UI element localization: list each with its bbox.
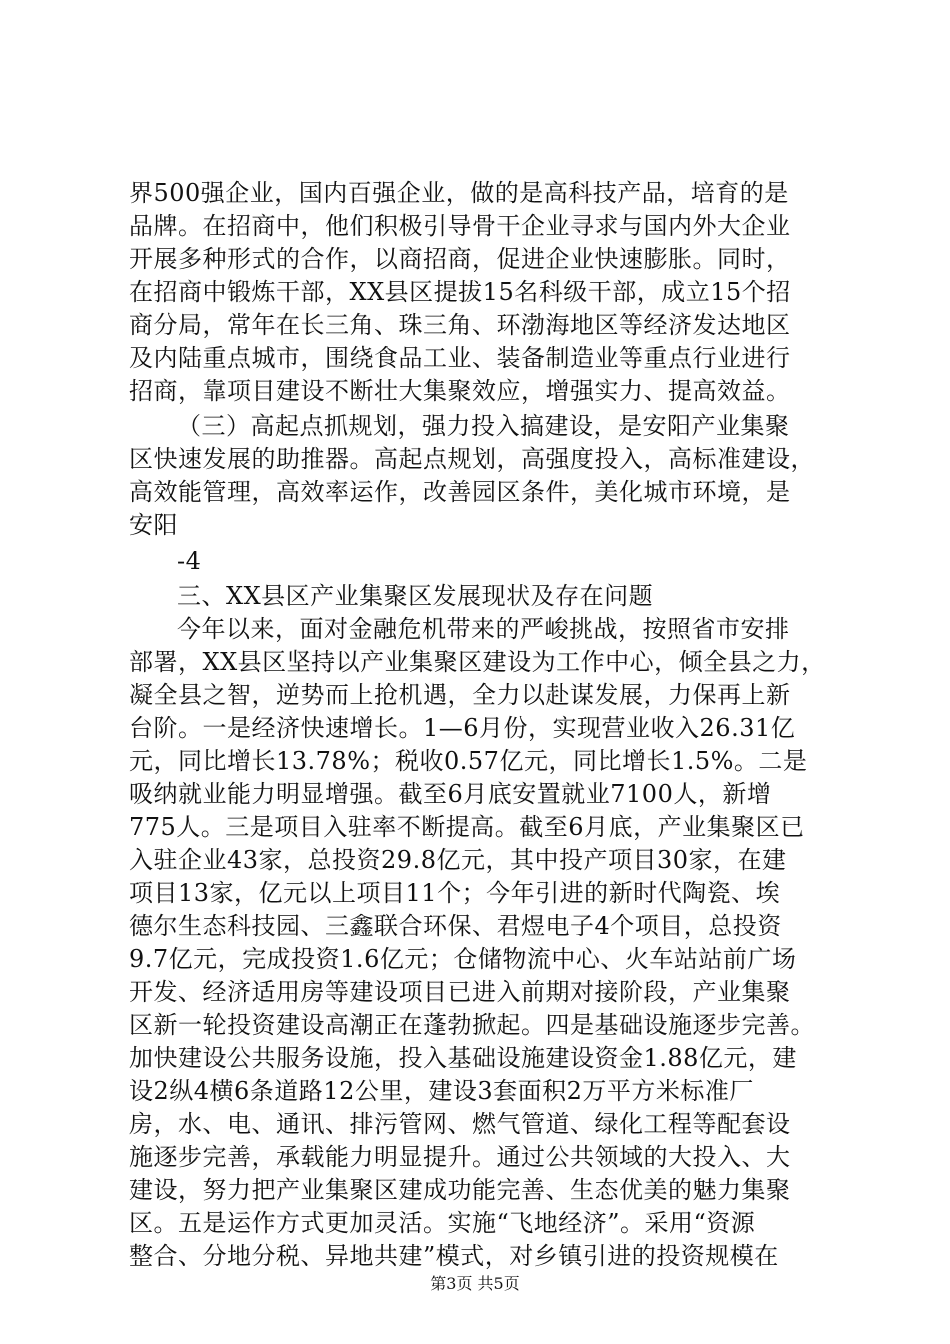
text-line: 元，同比增长13.78%；税收0.57亿元，同比增长1.5%。二是: [129, 747, 808, 775]
text-line: 台阶。一是经济快速增长。1—6月份，实现营业收入26.31亿: [129, 714, 796, 742]
text-line: 入驻企业43家，总投资29.8亿元，其中投产项目30家，在建: [129, 846, 787, 874]
text-line: 商分局，常年在长三角、珠三角、环渤海地区等经济发达地区: [129, 311, 791, 339]
text-line: 施逐步完善，承载能力明显提升。通过公共领域的大投入、大: [129, 1143, 791, 1171]
section-heading: 三、XX县区产业集聚区发展现状及存在问题: [177, 582, 654, 610]
text-line: 品牌。在招商中，他们积极引导骨干企业寻求与国内外大企业: [129, 212, 791, 240]
text-line: 区快速发展的助推器。高起点规划，高强度投入，高标准建设，: [129, 445, 815, 473]
text-line: 安阳: [129, 511, 178, 539]
text-line: 开展多种形式的合作，以商招商，促进企业快速膨胀。同时，: [129, 245, 791, 273]
text-line: 部署，XX县区坚持以产业集聚区建设为工作中心，倾全县之力，: [129, 648, 826, 676]
text-line: （三）高起点抓规划，强力投入搞建设，是安阳产业集聚: [177, 412, 790, 440]
text-line: 9.7亿元，完成投资1.6亿元；仓储物流中心、火车站站前广场: [129, 945, 797, 973]
text-line: 凝全县之智，逆势而上抢机遇，全力以赴谋发展，力保再上新: [129, 681, 791, 709]
text-line: 设2纵4横6条道路12公里，建设3套面积2万平方米标准厂: [129, 1077, 754, 1105]
page-number-footer: 第3页 共5页: [430, 1274, 520, 1293]
text-line: 及内陆重点城市，围绕食品工业、装备制造业等重点行业进行: [129, 344, 791, 372]
text-line: 界500强企业，国内百强企业，做的是高科技产品，培育的是: [129, 179, 789, 207]
text-line: 区新一轮投资建设高潮正在蓬勃掀起。四是基础设施逐步完善。: [129, 1011, 815, 1039]
text-line: -4: [177, 547, 202, 575]
text-line: 整合、分地分税、异地共建”模式，对乡镇引进的投资规模在: [129, 1242, 779, 1270]
text-line: 建设，努力把产业集聚区建成功能完善、生态优美的魅力集聚: [129, 1176, 791, 1204]
text-line: 开发、经济适用房等建设项目已进入前期对接阶段，产业集聚: [129, 978, 791, 1006]
text-line: 775人。三是项目入驻率不断提高。截至6月底，产业集聚区已: [129, 813, 805, 841]
text-line: 德尔生态科技园、三鑫联合环保、君煜电子4个项目，总投资: [129, 912, 782, 940]
text-line: 在招商中锻炼干部，XX县区提拔15名科级干部，成立15个招: [129, 278, 791, 306]
text-line: 项目13家，亿元以上项目11个；今年引进的新时代陶瓷、埃: [129, 879, 781, 907]
text-line: 今年以来，面对金融危机带来的严峻挑战，按照省市安排: [177, 615, 790, 643]
text-line: 加快建设公共服务设施，投入基础设施建设资金1.88亿元，建: [129, 1044, 797, 1072]
text-line: 区。五是运作方式更加灵活。实施“飞地经济”。采用“资源: [129, 1209, 756, 1237]
text-line: 高效能管理，高效率运作，改善园区条件，美化城市环境，是: [129, 478, 791, 506]
text-line: 房，水、电、通讯、排污管网、燃气管道、绿化工程等配套设: [129, 1110, 791, 1138]
text-line: 吸纳就业能力明显增强。截至6月底安置就业7100人，新增: [129, 780, 772, 808]
text-line: 招商，靠项目建设不断壮大集聚效应，增强实力、提高效益。: [129, 377, 791, 405]
